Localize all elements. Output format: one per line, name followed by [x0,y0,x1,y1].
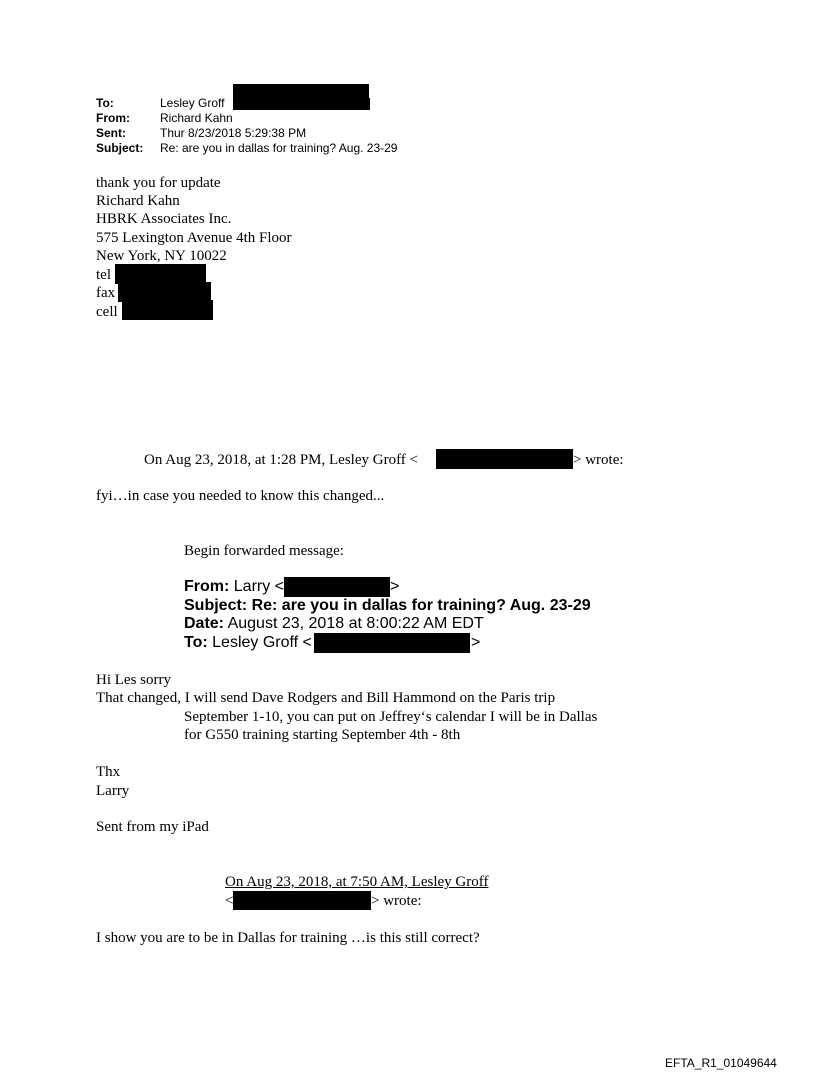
forwarded-date-label: Date: [184,615,225,632]
redaction-to-email [233,84,369,110]
signature-address1: 575 Lexington Avenue 4th Floor [96,230,292,246]
forwarded-intro: Begin forwarded message: [184,543,344,559]
from-label: From: [96,111,130,125]
forwarded-to-suffix: > [471,634,481,651]
signature-fax-label: fax [96,285,116,301]
quote2-attribution-suffix: > wrote: [371,893,422,909]
to-value: Lesley Groff [160,96,225,110]
larry-thx: Thx [96,764,121,780]
redaction-quote2-email [233,891,371,910]
signature-name: Richard Kahn [96,193,180,209]
signature-cell-label: cell [96,304,118,320]
forwarded-to-line [184,634,312,653]
forwarded-subject-value: Re: are you in dallas for training? Aug. 23-29 [251,597,591,614]
redaction-bracket [369,98,370,110]
subject-label: Subject: [96,141,144,155]
signature-address2: New York, NY 10022 [96,248,227,264]
larry-line2: That changed, I will send Dave Rodgers and Bill Hammond on the Paris trip [96,690,556,706]
sent-label: Sent: [96,126,126,140]
larry-sign: Larry [96,783,130,799]
quote2-attribution-prefix: < [225,893,234,909]
signature-tel-label: tel [96,267,111,283]
forwarded-from-line [184,578,284,597]
subject-value: Re: are you in dallas for training? Aug. 23-29 [160,141,398,155]
to-label: To: [96,96,114,110]
redaction-quote1-email [436,449,573,469]
forwarded-date-value: August 23, 2018 at 8:00:22 AM EDT [227,615,484,632]
forwarded-from-suffix: > [390,578,400,595]
larry-line4: for G550 training starting September 4th - 8th [184,727,461,743]
sent-value: Thur 8/23/2018 5:29:38 PM [160,126,307,140]
reply-body: thank you for update [96,175,221,191]
redaction-cell [122,300,213,320]
bates-number: EFTA_R1_01049644 [665,1056,777,1070]
redaction-forwarded-to [314,633,470,653]
forwarded-subject-line [184,597,591,616]
quote1-body: fyi…in case you needed to know this changed... [96,488,385,504]
larry-sent-from: Sent from my iPad [96,819,209,835]
forwarded-from-label: From: [184,578,230,595]
forwarded-date-line [184,615,484,634]
larry-line1: Hi Les sorry [96,672,171,688]
from-value: Richard Kahn [160,111,233,125]
quote2-body: I show you are to be in Dallas for training …is this still correct? [96,930,480,946]
quote1-attribution-suffix: > wrote: [573,452,624,468]
redaction-forwarded-from [284,577,390,597]
forwarded-to-value: Lesley Groff < [212,634,312,651]
forwarded-from-value: Larry < [233,578,285,595]
quote1-attribution-prefix: On Aug 23, 2018, at 1:28 PM, Lesley Groff < [144,452,418,468]
quote2-attribution-line1: On Aug 23, 2018, at 7:50 AM, Lesley Groff [225,874,489,890]
forwarded-subject-label: Subject: [184,597,248,614]
signature-company: HBRK Associates Inc. [96,211,232,227]
redaction-fax [118,282,211,302]
larry-line3: September 1-10, you can put on Jeffrey‘s calendar I will be in Dallas [184,709,598,725]
redaction-tel [115,264,206,284]
forwarded-to-label: To: [184,634,208,651]
